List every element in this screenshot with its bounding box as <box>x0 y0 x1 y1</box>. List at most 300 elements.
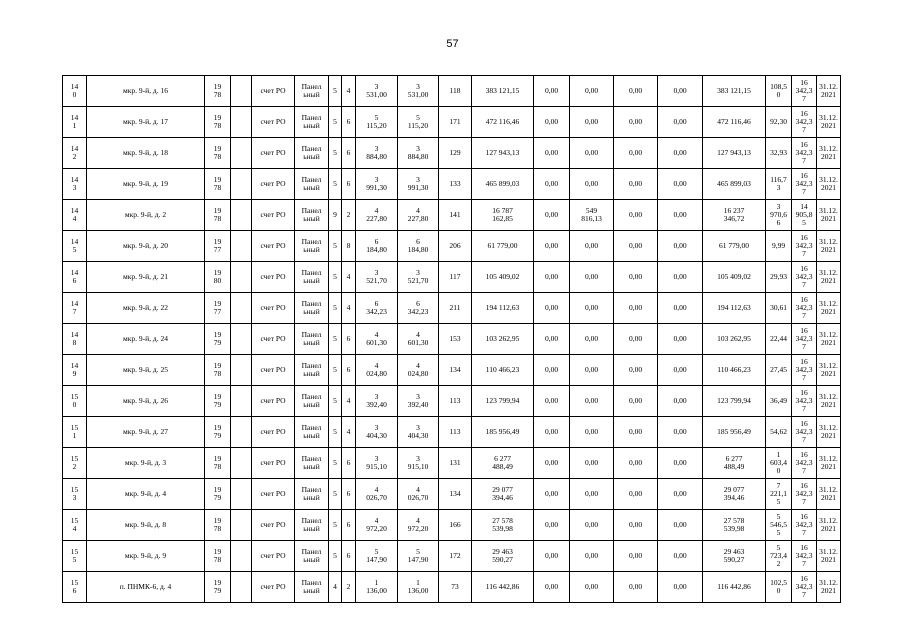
cell-limit-cost: 16 342,3 7 <box>792 417 817 448</box>
cell-cost-fund-d: 0,00 <box>658 262 703 293</box>
cell-unit-cost: 29,93 <box>766 262 792 293</box>
cell-total-cost: 16 787 162,85 <box>472 200 534 231</box>
cell-fund-type: счет РО <box>252 386 295 417</box>
cell-wall-material: Панел ьный <box>295 386 329 417</box>
cell-fund-type: счет РО <box>252 510 295 541</box>
cell-cost-fund-b: 0,00 <box>570 541 614 572</box>
cell-fund-type: счет РО <box>252 293 295 324</box>
cell-wall-material: Панел ьный <box>295 510 329 541</box>
cell-deadline: 31.12. 2021 <box>817 231 841 262</box>
cell-total-area: 5 115,20 <box>356 107 398 138</box>
cell-row-number: 15 6 <box>63 572 87 603</box>
cell-wall-material: Панел ьный <box>295 572 329 603</box>
cell-cost-fund-b: 549 816,13 <box>570 200 614 231</box>
cell-floors: 9 <box>329 200 342 231</box>
cell-living-area: 3 521,70 <box>398 262 439 293</box>
cell-blank <box>231 231 252 262</box>
cell-fund-type: счет РО <box>252 572 295 603</box>
cell-row-number: 14 1 <box>63 107 87 138</box>
cell-cost-fund-a: 0,00 <box>534 324 570 355</box>
cell-entrances: 4 <box>342 262 356 293</box>
cell-floors: 5 <box>329 76 342 107</box>
table-row <box>63 107 841 138</box>
cell-build-year: 19 78 <box>205 448 231 479</box>
cell-deadline: 31.12. 2021 <box>817 138 841 169</box>
cell-cost-fund-d: 0,00 <box>658 76 703 107</box>
cell-blank <box>231 417 252 448</box>
cell-fund-type: счет РО <box>252 541 295 572</box>
cell-entrances: 4 <box>342 417 356 448</box>
cell-fund-type: счет РО <box>252 479 295 510</box>
cell-build-year: 19 78 <box>205 541 231 572</box>
cell-residents: 206 <box>439 231 472 262</box>
cell-address: мкр. 9-й, д. 20 <box>87 231 205 262</box>
cell-floors: 5 <box>329 417 342 448</box>
cell-wall-material: Панел ьный <box>295 138 329 169</box>
cell-cost-fund-a: 0,00 <box>534 138 570 169</box>
cell-cost-owners: 27 578 539,98 <box>703 510 766 541</box>
cell-build-year: 19 79 <box>205 417 231 448</box>
cell-residents: 133 <box>439 169 472 200</box>
cell-deadline: 31.12. 2021 <box>817 386 841 417</box>
cell-floors: 5 <box>329 510 342 541</box>
cell-build-year: 19 77 <box>205 293 231 324</box>
cell-row-number: 15 0 <box>63 386 87 417</box>
cell-cost-owners: 61 779,00 <box>703 231 766 262</box>
cell-cost-fund-b: 0,00 <box>570 107 614 138</box>
cell-build-year: 19 78 <box>205 200 231 231</box>
cell-total-area: 3 991,30 <box>356 169 398 200</box>
table-row <box>63 262 841 293</box>
cell-cost-fund-b: 0,00 <box>570 386 614 417</box>
cell-entrances: 6 <box>342 479 356 510</box>
cell-cost-fund-a: 0,00 <box>534 169 570 200</box>
cell-total-area: 6 342,23 <box>356 293 398 324</box>
cell-deadline: 31.12. 2021 <box>817 107 841 138</box>
cell-cost-fund-c: 0,00 <box>614 355 658 386</box>
cell-cost-fund-c: 0,00 <box>614 386 658 417</box>
cell-row-number: 14 7 <box>63 293 87 324</box>
cell-cost-fund-c: 0,00 <box>614 417 658 448</box>
cell-cost-owners: 29 077 394,46 <box>703 479 766 510</box>
buildings-table <box>62 75 841 603</box>
cell-entrances: 4 <box>342 293 356 324</box>
cell-residents: 118 <box>439 76 472 107</box>
cell-limit-cost: 16 342,3 7 <box>792 107 817 138</box>
cell-fund-type: счет РО <box>252 200 295 231</box>
cell-total-area: 4 227,80 <box>356 200 398 231</box>
cell-cost-fund-d: 0,00 <box>658 541 703 572</box>
cell-unit-cost: 5 546,5 5 <box>766 510 792 541</box>
cell-cost-fund-a: 0,00 <box>534 417 570 448</box>
cell-row-number: 14 4 <box>63 200 87 231</box>
cell-floors: 5 <box>329 541 342 572</box>
table-row <box>63 479 841 510</box>
cell-cost-fund-b: 0,00 <box>570 479 614 510</box>
cell-cost-fund-a: 0,00 <box>534 572 570 603</box>
cell-wall-material: Панел ьный <box>295 324 329 355</box>
cell-blank <box>231 293 252 324</box>
cell-cost-owners: 185 956,49 <box>703 417 766 448</box>
cell-entrances: 2 <box>342 200 356 231</box>
cell-wall-material: Панел ьный <box>295 76 329 107</box>
cell-deadline: 31.12. 2021 <box>817 200 841 231</box>
cell-cost-fund-b: 0,00 <box>570 138 614 169</box>
cell-living-area: 5 147,90 <box>398 541 439 572</box>
cell-limit-cost: 16 342,3 7 <box>792 479 817 510</box>
cell-cost-fund-d: 0,00 <box>658 510 703 541</box>
cell-cost-fund-b: 0,00 <box>570 417 614 448</box>
cell-wall-material: Панел ьный <box>295 200 329 231</box>
cell-cost-fund-a: 0,00 <box>534 510 570 541</box>
cell-limit-cost: 16 342,3 7 <box>792 386 817 417</box>
table-row <box>63 417 841 448</box>
cell-row-number: 14 2 <box>63 138 87 169</box>
cell-floors: 5 <box>329 293 342 324</box>
cell-floors: 5 <box>329 138 342 169</box>
cell-total-area: 4 026,70 <box>356 479 398 510</box>
cell-wall-material: Панел ьный <box>295 231 329 262</box>
cell-cost-fund-a: 0,00 <box>534 107 570 138</box>
cell-residents: 117 <box>439 262 472 293</box>
cell-unit-cost: 1 603,4 0 <box>766 448 792 479</box>
cell-address: мкр. 9-й, д. 22 <box>87 293 205 324</box>
cell-unit-cost: 5 723,4 2 <box>766 541 792 572</box>
cell-limit-cost: 16 342,3 7 <box>792 231 817 262</box>
cell-total-area: 3 521,70 <box>356 262 398 293</box>
cell-build-year: 19 78 <box>205 510 231 541</box>
cell-address: мкр. 9-й, д. 4 <box>87 479 205 510</box>
cell-living-area: 3 884,80 <box>398 138 439 169</box>
cell-address: мкр. 9-й, д. 17 <box>87 107 205 138</box>
cell-cost-fund-c: 0,00 <box>614 138 658 169</box>
cell-blank <box>231 107 252 138</box>
cell-build-year: 19 78 <box>205 169 231 200</box>
cell-cost-fund-d: 0,00 <box>658 107 703 138</box>
cell-cost-owners: 116 442,86 <box>703 572 766 603</box>
cell-entrances: 4 <box>342 76 356 107</box>
cell-living-area: 3 392,40 <box>398 386 439 417</box>
cell-total-area: 4 972,20 <box>356 510 398 541</box>
cell-cost-owners: 105 409,02 <box>703 262 766 293</box>
cell-fund-type: счет РО <box>252 231 295 262</box>
cell-deadline: 31.12. 2021 <box>817 76 841 107</box>
cell-cost-fund-d: 0,00 <box>658 169 703 200</box>
cell-address: мкр. 9-й, д. 16 <box>87 76 205 107</box>
cell-cost-fund-d: 0,00 <box>658 355 703 386</box>
cell-cost-fund-a: 0,00 <box>534 262 570 293</box>
cell-unit-cost: 116,7 3 <box>766 169 792 200</box>
cell-deadline: 31.12. 2021 <box>817 324 841 355</box>
table-row <box>63 231 841 262</box>
table-row <box>63 386 841 417</box>
cell-address: мкр. 9-й, д. 9 <box>87 541 205 572</box>
table-row <box>63 541 841 572</box>
cell-row-number: 14 0 <box>63 76 87 107</box>
cell-build-year: 19 80 <box>205 262 231 293</box>
cell-build-year: 19 77 <box>205 231 231 262</box>
cell-wall-material: Панел ьный <box>295 262 329 293</box>
cell-cost-fund-a: 0,00 <box>534 355 570 386</box>
cell-residents: 171 <box>439 107 472 138</box>
cell-unit-cost: 22,44 <box>766 324 792 355</box>
cell-residents: 166 <box>439 510 472 541</box>
cell-limit-cost: 16 342,3 7 <box>792 138 817 169</box>
cell-total-cost: 185 956,49 <box>472 417 534 448</box>
cell-row-number: 14 6 <box>63 262 87 293</box>
cell-deadline: 31.12. 2021 <box>817 479 841 510</box>
cell-build-year: 19 78 <box>205 138 231 169</box>
cell-blank <box>231 138 252 169</box>
cell-total-area: 3 404,30 <box>356 417 398 448</box>
cell-total-cost: 383 121,15 <box>472 76 534 107</box>
cell-unit-cost: 27,45 <box>766 355 792 386</box>
cell-total-area: 3 531,00 <box>356 76 398 107</box>
cell-total-area: 3 915,10 <box>356 448 398 479</box>
cell-unit-cost: 7 221,1 5 <box>766 479 792 510</box>
cell-living-area: 3 991,30 <box>398 169 439 200</box>
cell-residents: 211 <box>439 293 472 324</box>
cell-cost-fund-b: 0,00 <box>570 262 614 293</box>
cell-total-cost: 61 779,00 <box>472 231 534 262</box>
cell-total-cost: 110 466,23 <box>472 355 534 386</box>
cell-blank <box>231 169 252 200</box>
cell-row-number: 15 3 <box>63 479 87 510</box>
cell-cost-fund-d: 0,00 <box>658 417 703 448</box>
cell-cost-fund-b: 0,00 <box>570 510 614 541</box>
cell-living-area: 3 915,10 <box>398 448 439 479</box>
cell-blank <box>231 510 252 541</box>
cell-row-number: 15 4 <box>63 510 87 541</box>
cell-cost-fund-b: 0,00 <box>570 355 614 386</box>
cell-deadline: 31.12. 2021 <box>817 541 841 572</box>
cell-limit-cost: 16 342,3 7 <box>792 510 817 541</box>
cell-cost-fund-d: 0,00 <box>658 324 703 355</box>
cell-residents: 134 <box>439 479 472 510</box>
cell-cost-fund-d: 0,00 <box>658 479 703 510</box>
cell-address: мкр. 9-й, д. 21 <box>87 262 205 293</box>
cell-entrances: 6 <box>342 169 356 200</box>
cell-cost-fund-a: 0,00 <box>534 386 570 417</box>
cell-cost-fund-c: 0,00 <box>614 572 658 603</box>
cell-cost-fund-d: 0,00 <box>658 572 703 603</box>
cell-floors: 5 <box>329 231 342 262</box>
cell-residents: 172 <box>439 541 472 572</box>
cell-fund-type: счет РО <box>252 448 295 479</box>
cell-unit-cost: 36,49 <box>766 386 792 417</box>
cell-deadline: 31.12. 2021 <box>817 510 841 541</box>
cell-living-area: 3 531,00 <box>398 76 439 107</box>
cell-floors: 5 <box>329 448 342 479</box>
cell-residents: 113 <box>439 417 472 448</box>
cell-address: п. ПНМК-6, д. 4 <box>87 572 205 603</box>
cell-address: мкр. 9-й, д. 25 <box>87 355 205 386</box>
cell-cost-owners: 383 121,15 <box>703 76 766 107</box>
cell-cost-fund-d: 0,00 <box>658 448 703 479</box>
cell-limit-cost: 16 342,3 7 <box>792 324 817 355</box>
cell-residents: 129 <box>439 138 472 169</box>
cell-fund-type: счет РО <box>252 417 295 448</box>
cell-build-year: 19 78 <box>205 76 231 107</box>
cell-cost-fund-c: 0,00 <box>614 448 658 479</box>
cell-cost-fund-a: 0,00 <box>534 200 570 231</box>
cell-total-cost: 29 463 590,27 <box>472 541 534 572</box>
cell-fund-type: счет РО <box>252 355 295 386</box>
cell-cost-owners: 123 799,94 <box>703 386 766 417</box>
cell-fund-type: счет РО <box>252 138 295 169</box>
cell-floors: 5 <box>329 355 342 386</box>
cell-build-year: 19 79 <box>205 324 231 355</box>
cell-deadline: 31.12. 2021 <box>817 169 841 200</box>
cell-cost-fund-c: 0,00 <box>614 262 658 293</box>
cell-cost-owners: 127 943,13 <box>703 138 766 169</box>
cell-floors: 5 <box>329 386 342 417</box>
table-row <box>63 355 841 386</box>
cell-residents: 153 <box>439 324 472 355</box>
cell-fund-type: счет РО <box>252 324 295 355</box>
cell-total-area: 4 601,30 <box>356 324 398 355</box>
cell-wall-material: Панел ьный <box>295 448 329 479</box>
cell-build-year: 19 79 <box>205 572 231 603</box>
cell-total-cost: 472 116,46 <box>472 107 534 138</box>
cell-living-area: 3 404,30 <box>398 417 439 448</box>
cell-cost-owners: 110 466,23 <box>703 355 766 386</box>
cell-cost-owners: 6 277 488,49 <box>703 448 766 479</box>
cell-entrances: 6 <box>342 324 356 355</box>
cell-cost-owners: 16 237 346,72 <box>703 200 766 231</box>
cell-floors: 5 <box>329 479 342 510</box>
cell-fund-type: счет РО <box>252 76 295 107</box>
cell-cost-fund-b: 0,00 <box>570 324 614 355</box>
cell-total-cost: 29 077 394,46 <box>472 479 534 510</box>
cell-blank <box>231 76 252 107</box>
cell-cost-fund-c: 0,00 <box>614 107 658 138</box>
table-row <box>63 448 841 479</box>
cell-entrances: 4 <box>342 386 356 417</box>
cell-address: мкр. 9-й, д. 8 <box>87 510 205 541</box>
cell-limit-cost: 14 905,8 5 <box>792 200 817 231</box>
table-row <box>63 324 841 355</box>
cell-residents: 134 <box>439 355 472 386</box>
table-row <box>63 76 841 107</box>
table-row <box>63 572 841 603</box>
cell-limit-cost: 16 342,3 7 <box>792 572 817 603</box>
cell-entrances: 6 <box>342 107 356 138</box>
cell-address: мкр. 9-й, д. 3 <box>87 448 205 479</box>
cell-wall-material: Панел ьный <box>295 107 329 138</box>
cell-build-year: 19 79 <box>205 386 231 417</box>
cell-total-area: 3 884,80 <box>356 138 398 169</box>
cell-wall-material: Панел ьный <box>295 479 329 510</box>
cell-unit-cost: 92,30 <box>766 107 792 138</box>
cell-cost-fund-c: 0,00 <box>614 324 658 355</box>
cell-unit-cost: 32,93 <box>766 138 792 169</box>
cell-unit-cost: 30,61 <box>766 293 792 324</box>
cell-cost-fund-a: 0,00 <box>534 479 570 510</box>
cell-deadline: 31.12. 2021 <box>817 293 841 324</box>
cell-limit-cost: 16 342,3 7 <box>792 76 817 107</box>
cell-cost-owners: 29 463 590,27 <box>703 541 766 572</box>
cell-wall-material: Панел ьный <box>295 169 329 200</box>
cell-entrances: 6 <box>342 138 356 169</box>
cell-build-year: 19 78 <box>205 355 231 386</box>
cell-cost-fund-a: 0,00 <box>534 76 570 107</box>
cell-total-cost: 27 578 539,98 <box>472 510 534 541</box>
cell-blank <box>231 386 252 417</box>
cell-cost-fund-a: 0,00 <box>534 448 570 479</box>
cell-living-area: 4 972,20 <box>398 510 439 541</box>
cell-residents: 141 <box>439 200 472 231</box>
cell-total-area: 4 024,80 <box>356 355 398 386</box>
cell-cost-fund-c: 0,00 <box>614 510 658 541</box>
cell-living-area: 4 024,80 <box>398 355 439 386</box>
cell-deadline: 31.12. 2021 <box>817 448 841 479</box>
cell-residents: 73 <box>439 572 472 603</box>
cell-limit-cost: 16 342,3 7 <box>792 293 817 324</box>
cell-entrances: 8 <box>342 231 356 262</box>
cell-floors: 4 <box>329 572 342 603</box>
cell-wall-material: Панел ьный <box>295 541 329 572</box>
cell-cost-owners: 194 112,63 <box>703 293 766 324</box>
cell-living-area: 4 601,30 <box>398 324 439 355</box>
cell-limit-cost: 16 342,3 7 <box>792 169 817 200</box>
cell-cost-fund-d: 0,00 <box>658 293 703 324</box>
cell-cost-owners: 472 116,46 <box>703 107 766 138</box>
cell-row-number: 14 8 <box>63 324 87 355</box>
cell-total-area: 5 147,90 <box>356 541 398 572</box>
cell-cost-fund-c: 0,00 <box>614 479 658 510</box>
cell-cost-fund-b: 0,00 <box>570 76 614 107</box>
cell-floors: 5 <box>329 262 342 293</box>
cell-blank <box>231 355 252 386</box>
cell-cost-owners: 103 262,95 <box>703 324 766 355</box>
cell-blank <box>231 541 252 572</box>
cell-entrances: 6 <box>342 448 356 479</box>
cell-row-number: 14 3 <box>63 169 87 200</box>
cell-cost-fund-c: 0,00 <box>614 169 658 200</box>
table-row <box>63 200 841 231</box>
cell-blank <box>231 448 252 479</box>
cell-fund-type: счет РО <box>252 169 295 200</box>
cell-cost-fund-c: 0,00 <box>614 293 658 324</box>
cell-cost-fund-b: 0,00 <box>570 293 614 324</box>
cell-fund-type: счет РО <box>252 262 295 293</box>
cell-limit-cost: 16 342,3 7 <box>792 541 817 572</box>
cell-deadline: 31.12. 2021 <box>817 417 841 448</box>
cell-residents: 131 <box>439 448 472 479</box>
cell-total-cost: 194 112,63 <box>472 293 534 324</box>
cell-cost-fund-a: 0,00 <box>534 293 570 324</box>
cell-row-number: 15 1 <box>63 417 87 448</box>
cell-limit-cost: 16 342,3 7 <box>792 448 817 479</box>
cell-entrances: 2 <box>342 572 356 603</box>
cell-cost-fund-d: 0,00 <box>658 386 703 417</box>
cell-unit-cost: 108,5 0 <box>766 76 792 107</box>
cell-total-area: 6 184,80 <box>356 231 398 262</box>
cell-total-cost: 127 943,13 <box>472 138 534 169</box>
cell-wall-material: Панел ьный <box>295 355 329 386</box>
cell-deadline: 31.12. 2021 <box>817 355 841 386</box>
cell-address: мкр. 9-й, д. 19 <box>87 169 205 200</box>
cell-wall-material: Панел ьный <box>295 417 329 448</box>
cell-row-number: 15 2 <box>63 448 87 479</box>
cell-floors: 5 <box>329 324 342 355</box>
cell-address: мкр. 9-й, д. 2 <box>87 200 205 231</box>
cell-blank <box>231 262 252 293</box>
table-row <box>63 293 841 324</box>
cell-total-cost: 123 799,94 <box>472 386 534 417</box>
cell-floors: 5 <box>329 169 342 200</box>
